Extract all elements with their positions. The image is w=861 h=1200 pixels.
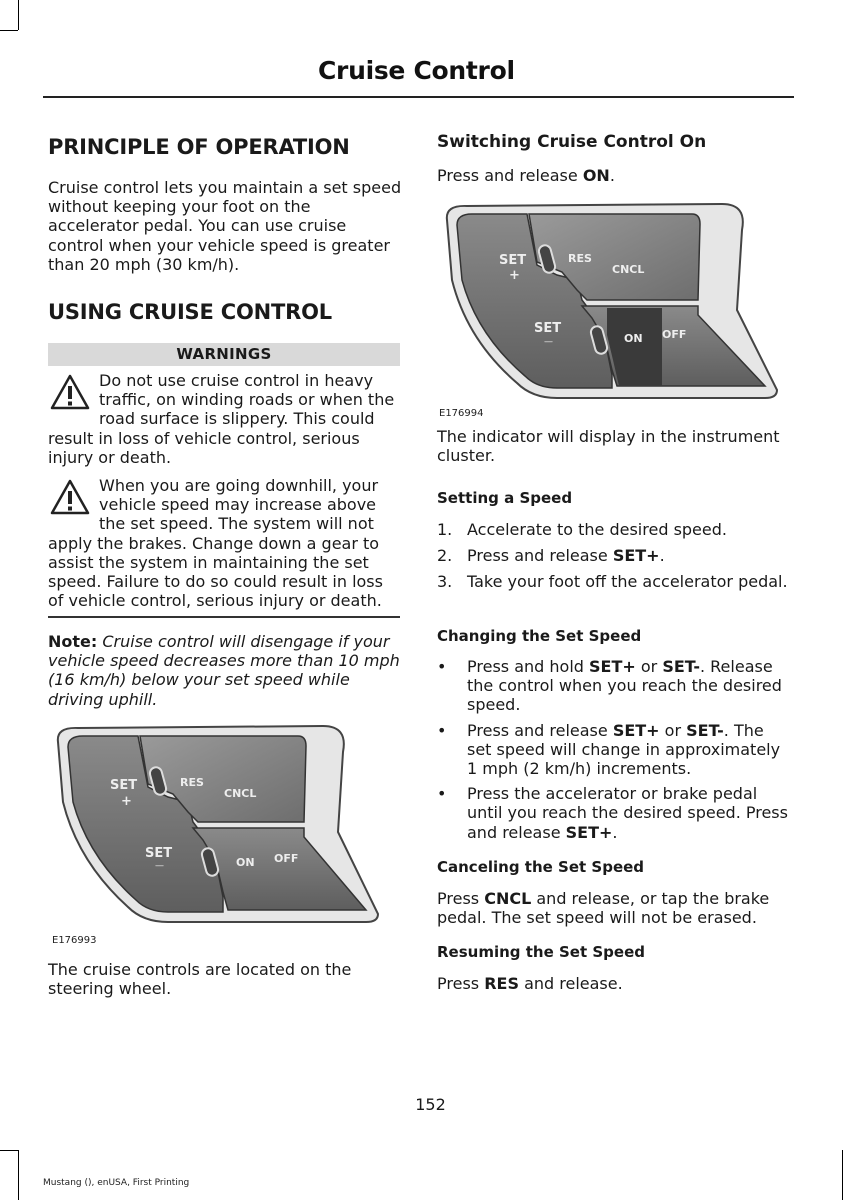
res-label: RES (180, 776, 204, 789)
resuming-heading: Resuming the Set Speed (437, 943, 645, 961)
list-item (437, 721, 789, 779)
canceling-text-post: and release, or tap the brake pedal. The set speed will not be erased. (437, 889, 770, 928)
plus-label: + (509, 268, 520, 283)
set-plus-label: SET (110, 778, 138, 793)
list-text-bold: SET- (686, 720, 724, 740)
switching-heading: Switching Cruise Control On (437, 132, 707, 152)
list-item (437, 784, 789, 842)
canceling-text-bold: CNCL (484, 889, 532, 908)
list-number: 3. (437, 572, 453, 592)
figure-cruise-on (437, 200, 789, 405)
off-label: OFF (662, 328, 687, 341)
figure-cruise-controls (48, 722, 400, 927)
principle-text: Cruise control lets you maintain a set speed without keeping your foot on the accelerator pedal. You can use cruise control when your vehicle speed is greater than 20 mph (30 km/h). (48, 178, 402, 274)
figure-caption: The cruise controls are located on the steering wheel. (48, 960, 352, 999)
changing-heading: Changing the Set Speed (437, 627, 642, 645)
minus-label: — (544, 337, 553, 347)
warning-text-1: Do not use cruise control in heavy traffic, on winding roads or when the road surface is slippery. This could result in loss of vehicle control, serious injury or death. (48, 371, 395, 467)
list-number: 1. (437, 520, 453, 539)
resuming-text (437, 974, 789, 993)
figure-code: E176993 (52, 935, 97, 946)
figure-code: E176994 (439, 408, 484, 419)
list-item (437, 657, 789, 715)
list-text-bold: SET+ (612, 546, 660, 566)
list-item (437, 520, 789, 539)
warnings-box (48, 343, 400, 618)
list-text: . The set speed will change in approximately 1 mph (2 km/h) increments. (467, 720, 781, 779)
changing-bullets (437, 657, 789, 842)
set-plus-label: SET (499, 253, 527, 268)
plus-label: + (121, 794, 132, 809)
steering-wheel-controls-illustration (48, 722, 388, 927)
list-text: Press and release (467, 720, 613, 740)
indicator-text: The indicator will display in the instrument cluster. (437, 427, 780, 466)
warning-item (48, 371, 400, 467)
resuming-text-bold: RES (484, 974, 519, 993)
footer-text: Mustang (), enUSA, First Printing (43, 1178, 190, 1188)
setting-steps (437, 520, 789, 592)
principle-heading: PRINCIPLE OF OPERATION (48, 135, 350, 159)
list-text: . (612, 822, 618, 842)
list-text-bold: SET+ (565, 822, 613, 842)
list-text: Press the accelerator or brake pedal until you reach the desired speed. Press and release (467, 784, 788, 842)
bullet: • (437, 657, 447, 676)
res-label: RES (568, 252, 592, 265)
canceling-heading: Canceling the Set Speed (437, 858, 645, 876)
header-divider (43, 96, 794, 98)
set-minus-label: SET (534, 321, 562, 336)
using-heading: USING CRUISE CONTROL (48, 300, 332, 324)
list-text-bold: SET+ (612, 720, 660, 740)
crop-mark (18, 1150, 19, 1200)
list-text: Press and release (467, 546, 613, 566)
on-label: ON (236, 856, 255, 869)
list-item (437, 572, 789, 591)
crop-mark (0, 30, 18, 31)
switching-text (437, 166, 789, 185)
list-text: . Release the control when you reach the desired speed. (467, 657, 782, 715)
resuming-text-post: and release. (518, 974, 623, 993)
list-text: Press and hold (467, 657, 589, 676)
canceling-text (437, 889, 789, 927)
bullet: • (437, 720, 447, 740)
switching-text-post: . (609, 166, 615, 185)
list-text: Take your foot off the accelerator pedal. (467, 572, 788, 592)
crop-mark (0, 1150, 18, 1151)
warnings-label: WARNINGS (48, 343, 400, 366)
off-label: OFF (274, 852, 299, 865)
list-text: . (659, 546, 665, 566)
switching-text-pre: Press and release (437, 166, 583, 185)
list-number: 2. (437, 546, 453, 566)
canceling-text-pre: Press (437, 889, 485, 908)
list-text: Accelerate to the desired speed. (467, 520, 727, 539)
list-text: or (635, 657, 663, 676)
page-number: 152 (415, 1095, 446, 1114)
note (48, 632, 400, 709)
warning-text-2: When you are going downhill, your vehicle speed may increase above the set speed. The system will not apply the brakes. Change down a gear to assist the system in maintaining the set speed. Failure to do so could result in loss of vehicle control, serious injury or death. (48, 476, 383, 611)
list-item (437, 546, 789, 565)
crop-mark (842, 1150, 843, 1200)
list-text: or (659, 720, 687, 740)
bullet: • (437, 784, 447, 804)
crop-mark (18, 0, 19, 30)
note-label: Note: (48, 632, 98, 651)
warning-triangle-icon (50, 478, 90, 518)
note-text: Cruise control will disengage if your vehicle speed decreases more than 10 mph (16 km/h) below your set speed while driving uphill. (48, 632, 400, 709)
minus-label: — (155, 861, 164, 871)
warning-item (48, 476, 400, 610)
list-text-bold: SET- (662, 657, 700, 676)
warnings-bottom-rule (48, 616, 400, 618)
on-label: ON (624, 332, 643, 345)
cncl-label: CNCL (612, 263, 645, 276)
page-title: Cruise Control (318, 56, 515, 85)
warning-triangle-icon (50, 373, 90, 413)
steering-wheel-controls-on-illustration (437, 200, 782, 405)
cncl-label: CNCL (224, 787, 257, 800)
list-text-bold: SET+ (589, 657, 636, 676)
set-minus-label: SET (145, 846, 173, 861)
resuming-text-pre: Press (437, 974, 485, 993)
switching-text-bold: ON (582, 166, 610, 185)
setting-heading: Setting a Speed (437, 489, 573, 507)
